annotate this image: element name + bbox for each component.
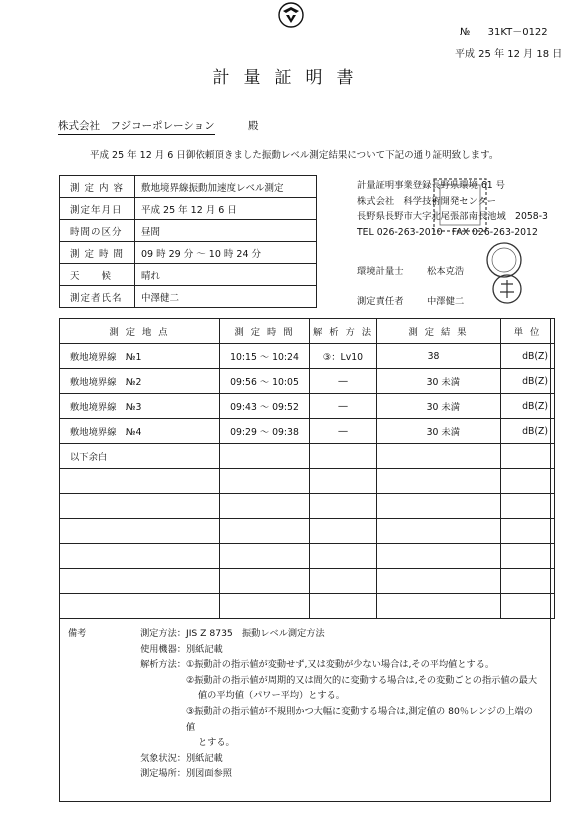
header-location: 測 定 地 点 (60, 319, 220, 344)
recipient-name: 株式会社 フジコーポレーション (58, 118, 215, 135)
info-row (60, 286, 317, 308)
notes-label: 解析方法： (140, 659, 186, 671)
notes-row (68, 751, 541, 767)
row-method: ― (310, 369, 377, 394)
row-location: 以下余白 (60, 444, 220, 469)
row-unit: dB(Z) (501, 344, 555, 369)
notes-value: ①振動計の指示値が変動せず,又は変動が少ない場合は,その平均値とする。 (186, 659, 495, 671)
signer-role: 環境計量士 (357, 266, 404, 277)
signer-role: 測定責任者 (357, 296, 404, 307)
info-key: 時間の区分 (60, 220, 135, 242)
empty-row (60, 569, 555, 594)
intro-text: 平成 25 年 12 月 6 日御依頼頂きました振動レベル測定結果について下記の通り証明致します。 (90, 150, 499, 161)
notes-label: 使用機器： (140, 643, 186, 655)
notes-label: 測定方法： (140, 628, 186, 639)
signer-name: 松本克浩 (427, 266, 465, 277)
row-unit: dB(Z) (501, 419, 555, 444)
row-time: 09:29 ～ 09:38 (220, 419, 310, 444)
info-key: 天 候 (60, 264, 135, 286)
notes-section (68, 626, 541, 782)
row-unit: dB(Z) (501, 394, 555, 419)
row-unit (501, 444, 555, 469)
info-key: 測 定 内 容 (60, 176, 135, 198)
row-time (220, 444, 310, 469)
lab-phone-fax: TEL 026-263-2010 FAX 026-263-2012 (357, 226, 538, 238)
row-method: ― (310, 419, 377, 444)
signer-name: 中澤健二 (427, 296, 465, 307)
row-method: ― (310, 394, 377, 419)
row-location: 敷地境界線 №4 (60, 419, 220, 444)
notes-label: 気象状況： (140, 752, 186, 764)
notes-value: 別紙記載 (186, 752, 223, 764)
header-result: 測 定 結 果 (377, 319, 501, 344)
signers (357, 257, 464, 317)
notes-row (68, 657, 541, 673)
table-row (60, 419, 555, 444)
info-key: 測定年月日 (60, 198, 135, 220)
info-row (60, 264, 317, 286)
page-title: 計量証明書 (212, 68, 368, 88)
row-method (310, 444, 377, 469)
empty-row (60, 519, 555, 544)
notes-value: 別図面参照 (186, 768, 232, 780)
info-key: 測定者氏名 (60, 286, 135, 308)
row-unit: dB(Z) (501, 369, 555, 394)
notes-label: 測定場所： (140, 768, 186, 780)
row-result (377, 444, 501, 469)
info-row (60, 198, 317, 220)
empty-row (60, 544, 555, 569)
notes-value: 別紙記載 (186, 643, 223, 655)
recipient-honorific: 殿 (248, 120, 259, 132)
empty-row (60, 494, 555, 519)
row-method: ③：Lv10 (310, 344, 377, 369)
table-row (60, 369, 555, 394)
row-result: 30 未満 (377, 419, 501, 444)
notes-value: ③振動計の指示値が不規則かつ大幅に変動する場合は,測定値の 80％レンジの上端の値 (186, 705, 533, 733)
personal-seal-icon (490, 272, 524, 306)
empty-row (60, 594, 555, 619)
emblem-icon (278, 2, 304, 28)
notes-heading: 備考 (68, 628, 87, 639)
signer-row (357, 257, 464, 287)
notes-row (68, 626, 541, 642)
table-row (60, 444, 555, 469)
row-time: 10:15 ～ 10:24 (220, 344, 310, 369)
notes-value: ②振動計の指示値が周期的又は間欠的に変動する場合は,その変動ごとの指示値の最大 (186, 674, 538, 686)
empty-row (60, 469, 555, 494)
notes-row (68, 642, 541, 658)
signer-row (357, 287, 464, 317)
issue-date: 平成 25 年 12 月 18 日 (455, 49, 563, 60)
info-value: 晴れ (135, 264, 317, 286)
row-time: 09:56 ～ 10:05 (220, 369, 310, 394)
table-row (60, 394, 555, 419)
lab-address: 長野県長野市大字北尾張部南長池域 2058-3 (357, 211, 548, 222)
header-method: 解 析 方 法 (310, 319, 377, 344)
info-value: 昼間 (135, 220, 317, 242)
header-time: 測 定 時 間 (220, 319, 310, 344)
row-location: 敷地境界線 №2 (60, 369, 220, 394)
notes-value: とする。 (198, 737, 235, 749)
info-row (60, 176, 317, 198)
info-row (60, 220, 317, 242)
row-result: 30 未満 (377, 394, 501, 419)
info-value: 平成 25 年 12 月 6 日 (135, 198, 317, 220)
row-location: 敷地境界線 №3 (60, 394, 220, 419)
notes-row (68, 766, 541, 782)
row-result: 38 (377, 344, 501, 369)
table-row (60, 344, 555, 369)
notes-value: JIS Z 8735 振動レベル測定方法 (186, 628, 325, 639)
lab-registration: 計量証明事業登録長野県環境 61 号 (357, 180, 505, 191)
info-row (60, 242, 317, 264)
recipient (58, 118, 259, 135)
row-result: 30 未満 (377, 369, 501, 394)
info-value: 中澤健二 (135, 286, 317, 308)
notes-row (68, 704, 541, 735)
document-number (460, 23, 548, 38)
info-value: 09 時 29 分 ～ 10 時 24 分 (135, 242, 317, 264)
lab-info (357, 178, 548, 240)
header-unit: 単 位 (501, 319, 555, 344)
info-table (59, 175, 317, 308)
info-key: 測 定 時 間 (60, 242, 135, 264)
notes-row (68, 688, 541, 704)
notes-row (68, 735, 541, 751)
row-location: 敷地境界線 №1 (60, 344, 220, 369)
notes-value: 値の平均値（パワー平均）とする。 (198, 690, 345, 702)
row-time: 09:43 ～ 09:52 (220, 394, 310, 419)
results-header-row (60, 319, 555, 344)
info-value: 敷地境界線振動加速度レベル測定 (135, 176, 317, 198)
document-number-value: 31KT－0122 (487, 27, 548, 38)
results-table (59, 318, 555, 619)
document-number-label: № (460, 27, 471, 38)
notes-row (68, 673, 541, 689)
lab-company: 株式会社 科学技術開発センター (357, 195, 497, 207)
